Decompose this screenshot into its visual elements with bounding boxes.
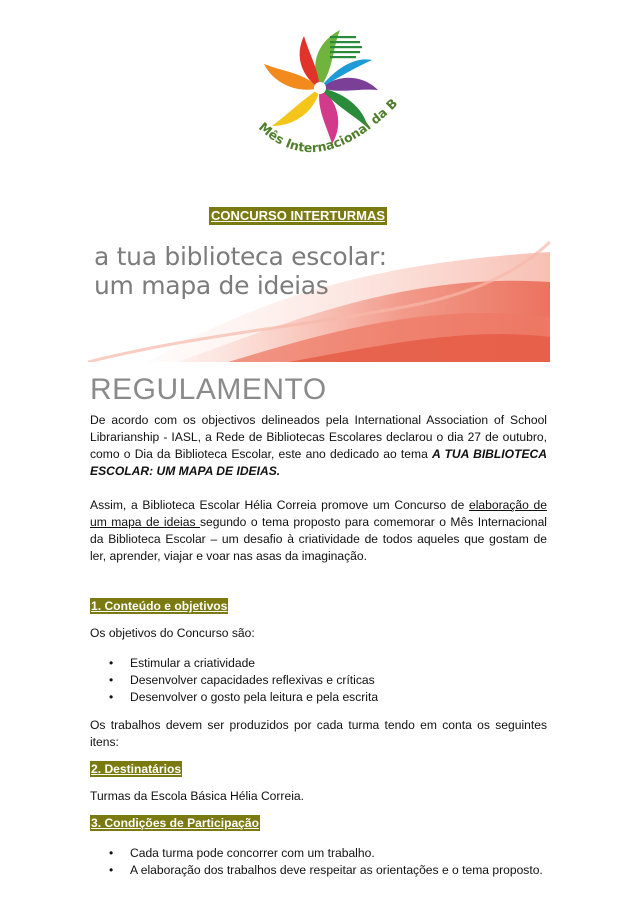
section-3-heading: 3. Condições de Participação: [91, 816, 260, 830]
conditions-list: [90, 845, 547, 879]
section-2-heading: 2. Destinatários: [91, 762, 182, 776]
logo-text: Mês Internacional da B: [255, 95, 401, 156]
event-logo: [238, 18, 418, 193]
list-item: • Desenvolver o gosto pela leitura e pela escrita: [90, 689, 547, 706]
list-item: • Desenvolver capacidades reflexivas e críticas: [90, 672, 547, 689]
list-item: • Estimular a criatividade: [90, 655, 547, 672]
contest-title: CONCURSO INTERTURMAS: [211, 208, 386, 223]
banner-line-1: a tua biblioteca escolar:: [94, 242, 387, 271]
intro-paragraph: De acordo com os objectivos delineados pela International Association of School Librarianship - IASL, a Rede de Bibliotecas Escolares declarou o dia 27 de outubro, como o Dia da Biblioteca Escolar, este ano dedicado ao tema A TUA BIBLIOTECA ESCOLAR: UM MAPA DE IDEIAS.: [90, 413, 547, 478]
objectives-list: [90, 655, 547, 706]
contest-paragraph: Assim, a Biblioteca Escolar Hélia Correia promove um Concurso de elaboração de um mapa de ideias segundo o tema proposto para comemorar o Mês Internacional da Biblioteca Escolar – um desafio à criatividade de todos aqueles que gostam de ler, aprender, viajar e voar nas asas da imaginação.: [90, 498, 547, 563]
regulation-body: [90, 412, 547, 879]
banner-line-2: um mapa de ideias: [94, 271, 329, 300]
section-1-after: Os trabalhos devem ser produzidos por cada turma tendo em conta os seguintes itens:: [90, 718, 547, 749]
list-item: • Cada turma pode concorrer com um trabalho.: [90, 845, 547, 862]
mind-map-link: elaboração de um mapa de ideias: [90, 498, 547, 529]
section-2-text: Turmas da Escola Básica Hélia Correia.: [90, 789, 304, 803]
regulation-title: REGULAMENTO: [90, 373, 327, 406]
theme-emphasis: A TUA BIBLIOTECA ESCOLAR: UM MAPA DE IDEIAS.: [90, 447, 547, 478]
list-item: • A elaboração dos trabalhos deve respeitar as orientações e o tema proposto.: [90, 862, 547, 879]
theme-banner: [88, 232, 550, 362]
section-1-lead: Os objetivos do Concurso são:: [90, 626, 255, 640]
section-1-heading: 1. Conteúdo e objetivos: [91, 599, 228, 613]
